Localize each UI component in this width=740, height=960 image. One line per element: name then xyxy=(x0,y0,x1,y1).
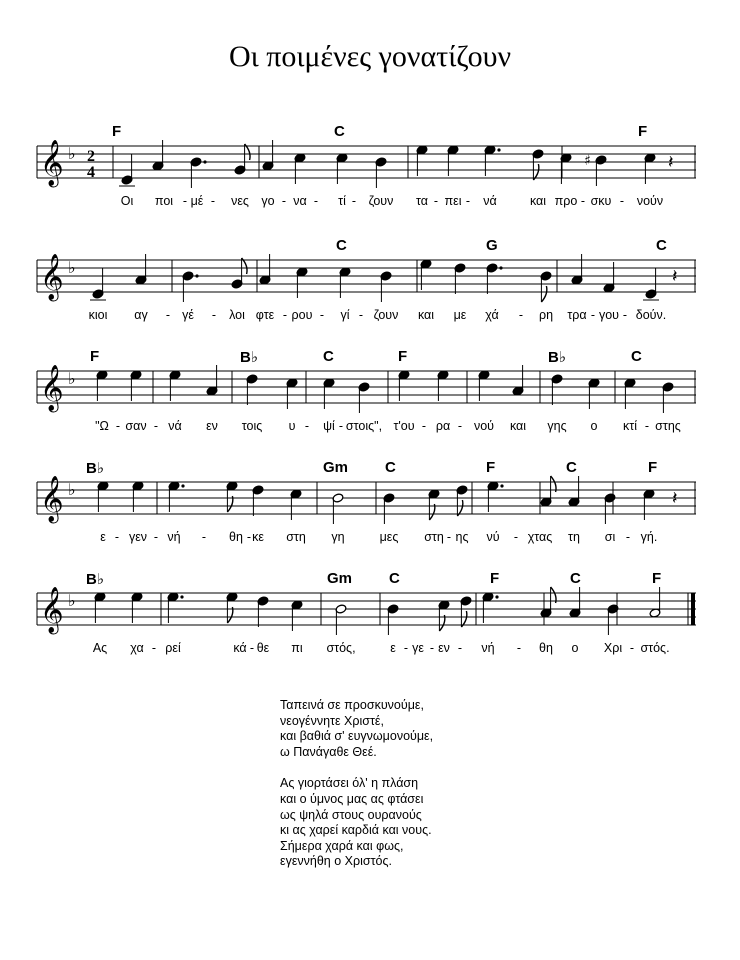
lyric-syllable: και xyxy=(417,308,435,322)
chord-symbol: B♭ xyxy=(548,349,566,366)
note-dot xyxy=(497,148,500,151)
chord-symbol: C xyxy=(631,348,642,365)
lyric-syllable: - xyxy=(457,419,463,433)
note-flag xyxy=(541,286,546,302)
treble-clef-icon: 𝄞 xyxy=(40,476,64,522)
music-system-2 xyxy=(0,234,740,344)
chord-symbol: F xyxy=(486,459,496,476)
lyric-syllable: Ας xyxy=(92,641,108,655)
lyric-syllable: ψί xyxy=(323,419,335,433)
lyric-syllable: θε xyxy=(256,641,270,655)
music-system-3 xyxy=(0,345,740,455)
lyric-syllable: στός, xyxy=(326,641,356,655)
lyric-syllable: εν xyxy=(206,419,218,433)
lyric-syllable: κε xyxy=(252,530,264,544)
verse-line: και ο ύμνος μας ας φτάσει xyxy=(280,791,424,806)
lyric-syllable: θη xyxy=(539,641,553,655)
staff xyxy=(0,234,740,344)
lyric-syllable: - xyxy=(282,308,288,322)
lyric-syllable: ε xyxy=(100,530,106,544)
lyric-syllable: - xyxy=(457,641,463,655)
lyric-syllable: χά xyxy=(485,308,499,322)
music-system-5 xyxy=(0,567,740,677)
note-dot xyxy=(203,160,206,163)
lyric-syllable: γο xyxy=(261,194,275,208)
lyric-syllable: - xyxy=(153,530,159,544)
lyric-syllable: - xyxy=(151,641,157,655)
chord-symbol: F xyxy=(638,123,648,140)
lyric-syllable: ρα xyxy=(435,419,451,433)
lyric-syllable: να xyxy=(293,194,307,208)
lyric-syllable: - xyxy=(518,308,524,322)
lyric-syllable: - xyxy=(281,194,287,208)
verses-block xyxy=(280,698,580,886)
note-dot xyxy=(180,595,183,598)
lyric-syllable: - xyxy=(182,194,188,208)
treble-clef-icon: 𝄞 xyxy=(40,587,64,633)
lyric-syllable: γης xyxy=(547,419,567,433)
lyric-syllable: - xyxy=(338,419,344,433)
lyric-syllable: - xyxy=(313,194,319,208)
song-title: Οι ποιμένες γονατίζουν xyxy=(228,40,512,73)
lyric-syllable: γί xyxy=(340,308,350,322)
lyric-syllable: - xyxy=(625,530,631,544)
lyric-syllable: νή xyxy=(481,641,495,655)
chord-symbol: Gm xyxy=(327,570,353,587)
chord-symbol: F xyxy=(112,123,122,140)
chord-symbol: B♭ xyxy=(86,460,104,477)
lyric-syllable: φτε xyxy=(255,308,275,322)
chord-symbol: B♭ xyxy=(86,571,104,588)
lyric-syllable: αγ xyxy=(134,308,148,322)
lyric-syllable: - xyxy=(211,308,217,322)
lyric-syllable: - xyxy=(351,194,357,208)
lyric-syllable: χτας xyxy=(527,530,553,544)
lyric-syllable: δούν. xyxy=(635,308,667,322)
lyric-syllable: και xyxy=(509,419,527,433)
stanza-1 xyxy=(280,698,580,760)
lyric-syllable: - xyxy=(165,308,171,322)
lyric-syllable: ης xyxy=(455,530,469,544)
lyric-syllable: γεν xyxy=(128,530,148,544)
chord-symbol: F xyxy=(90,348,100,365)
verse-line: Ταπεινά σε προσκυνούμε, xyxy=(280,698,424,712)
lyric-syllable: πι xyxy=(291,641,303,655)
lyric-syllable: στοις", xyxy=(345,419,383,433)
lyric-syllable: κτί xyxy=(623,419,637,433)
chord-symbol: C xyxy=(323,348,334,365)
staff xyxy=(0,456,740,566)
verse-line: Σήμερα χαρά και φως, xyxy=(280,838,404,853)
lyric-syllable: εν xyxy=(438,641,450,655)
lyric-syllable: γή. xyxy=(640,530,658,544)
rest-icon: 𝄽 xyxy=(672,488,678,509)
lyric-syllable: γη xyxy=(331,530,345,544)
lyric-syllable: - xyxy=(304,419,310,433)
lyric-syllable: - xyxy=(580,194,586,208)
lyric-syllable: νύ xyxy=(486,530,500,544)
note-dot xyxy=(495,595,498,598)
flat-icon: ♭ xyxy=(68,591,76,610)
lyric-syllable: τί xyxy=(338,194,346,208)
note-dot xyxy=(500,484,503,487)
lyric-syllable: τα xyxy=(416,194,428,208)
lyric-syllable: και xyxy=(529,194,547,208)
lyric-syllable: νες xyxy=(231,194,249,208)
lyric-syllable: - xyxy=(513,530,519,544)
lyric-syllable: - xyxy=(403,641,409,655)
lyric-syllable: τοις xyxy=(241,419,263,433)
lyric-syllable: σκυ xyxy=(590,194,612,208)
lyric-syllable: - xyxy=(429,641,435,655)
staff xyxy=(0,345,740,455)
staff xyxy=(0,120,740,230)
chord-symbol: F xyxy=(490,570,500,587)
lyric-syllable: νούν xyxy=(636,194,664,208)
lyric-syllable: μες xyxy=(379,530,399,544)
lyric-syllable: - xyxy=(115,419,121,433)
lyric-syllable: ε xyxy=(390,641,396,655)
lyric-syllable: με xyxy=(453,308,467,322)
treble-clef-icon: 𝄞 xyxy=(40,365,64,411)
time-signature-icon: 4 xyxy=(87,164,95,181)
lyric-syllable: νά xyxy=(168,419,182,433)
flat-icon: ♭ xyxy=(68,258,76,277)
lyric-syllable: - xyxy=(516,641,522,655)
lyric-syllable: - xyxy=(421,419,427,433)
lyric-syllable: - xyxy=(433,194,439,208)
sharp-icon: ♯ xyxy=(584,153,591,169)
chord-symbol: G xyxy=(486,237,498,254)
lyric-syllable: ο xyxy=(571,641,579,655)
lyric-syllable: πει xyxy=(444,194,462,208)
lyric-syllable: σι xyxy=(604,530,616,544)
lyric-syllable: τη xyxy=(568,530,580,544)
lyric-syllable: - xyxy=(358,308,364,322)
lyric-syllable: νού xyxy=(473,419,495,433)
lyric-syllable: τρα xyxy=(567,308,587,322)
lyric-syllable: προ xyxy=(554,194,578,208)
lyric-syllable: στη xyxy=(286,530,306,544)
chord-symbol: C xyxy=(334,123,345,140)
lyric-syllable: "Ω xyxy=(95,419,109,433)
chord-symbol: C xyxy=(656,237,667,254)
lyric-syllable: τ'ου xyxy=(393,419,415,433)
lyric-syllable: χα xyxy=(130,641,144,655)
verse-line: ω Πανάγαθε Θεέ. xyxy=(280,744,377,759)
rest-icon: 𝄽 xyxy=(668,152,674,173)
lyric-syllable: γέ xyxy=(182,308,194,322)
lyric-syllable: - xyxy=(201,530,207,544)
lyric-syllable: κά xyxy=(233,641,247,655)
lyric-syllable: κιοι xyxy=(88,308,108,322)
lyric-syllable: - xyxy=(210,194,216,208)
lyric-syllable: Οι xyxy=(120,194,134,208)
chord-symbol: B♭ xyxy=(240,349,258,366)
staff xyxy=(0,567,740,677)
lyric-syllable: - xyxy=(153,419,159,433)
lyric-syllable: ποι xyxy=(154,194,174,208)
verse-line: κι ας χαρεί καρδιά και νους. xyxy=(280,823,432,838)
flat-icon: ♭ xyxy=(68,369,76,388)
lyric-syllable: - xyxy=(644,419,650,433)
lyric-syllable: - xyxy=(465,194,471,208)
final-barline xyxy=(691,593,695,625)
chord-symbol: C xyxy=(336,237,347,254)
verse-line: εγεννήθη ο Χριστός. xyxy=(280,854,392,869)
lyric-syllable: Χρι xyxy=(603,641,623,655)
lyric-syllable: θη xyxy=(229,530,243,544)
treble-clef-icon: 𝄞 xyxy=(40,140,64,186)
rest-icon: 𝄽 xyxy=(672,266,678,287)
lyric-syllable: ζουν xyxy=(368,194,394,208)
chord-symbol: C xyxy=(570,570,581,587)
chord-symbol: F xyxy=(652,570,662,587)
lyric-syllable: ρεί xyxy=(165,641,181,655)
lyric-syllable: στός. xyxy=(640,641,670,655)
lyric-syllable: στης xyxy=(655,419,681,433)
music-system-4 xyxy=(0,456,740,566)
lyric-syllable: - xyxy=(622,308,628,322)
lyric-syllable: ζουν xyxy=(373,308,399,322)
verse-line: Ας γιορτάσει όλ' η πλάση xyxy=(280,776,419,791)
lyric-syllable: - xyxy=(249,641,255,655)
lyric-syllable: γου xyxy=(598,308,620,322)
lyric-syllable: ο xyxy=(590,419,598,433)
verse-line: και βαθιά σ' ευγνωμονούμε, xyxy=(280,729,434,744)
chord-symbol: C xyxy=(566,459,577,476)
lyric-syllable: νή xyxy=(167,530,181,544)
stanza-2 xyxy=(280,776,580,870)
chord-symbol: F xyxy=(648,459,658,476)
chord-symbol: C xyxy=(385,459,396,476)
lyric-syllable: - xyxy=(114,530,120,544)
chord-symbol: F xyxy=(398,348,408,365)
lyric-syllable: ρη xyxy=(538,308,554,322)
lyric-syllable: - xyxy=(619,194,625,208)
note-dot xyxy=(181,484,184,487)
lyric-syllable: στη xyxy=(424,530,444,544)
verse-line: νεογέννητε Χριστέ, xyxy=(280,713,384,728)
lyric-syllable: - xyxy=(319,308,325,322)
lyric-syllable: - xyxy=(629,641,635,655)
note-dot xyxy=(499,266,502,269)
lyric-syllable: - xyxy=(446,530,452,544)
lyric-syllable: νά xyxy=(483,194,497,208)
lyric-syllable: ρου xyxy=(291,308,313,322)
lyric-syllable: - xyxy=(246,530,252,544)
lyric-syllable: μέ xyxy=(190,194,204,208)
music-system-1 xyxy=(0,120,740,230)
verse-line: ως ψηλά στους ουρανούς xyxy=(280,807,422,822)
time-signature-icon: 2 xyxy=(87,148,95,165)
flat-icon: ♭ xyxy=(68,144,76,163)
chord-symbol: C xyxy=(389,570,400,587)
lyric-syllable: - xyxy=(590,308,596,322)
treble-clef-icon: 𝄞 xyxy=(40,254,64,300)
lyric-syllable: λοι xyxy=(229,308,245,322)
lyric-syllable: σαν xyxy=(125,419,147,433)
lyric-syllable: υ xyxy=(288,419,296,433)
note-dot xyxy=(195,274,198,277)
flat-icon: ♭ xyxy=(68,480,76,499)
chord-symbol: Gm xyxy=(323,459,349,476)
lyric-syllable: γε xyxy=(412,641,424,655)
